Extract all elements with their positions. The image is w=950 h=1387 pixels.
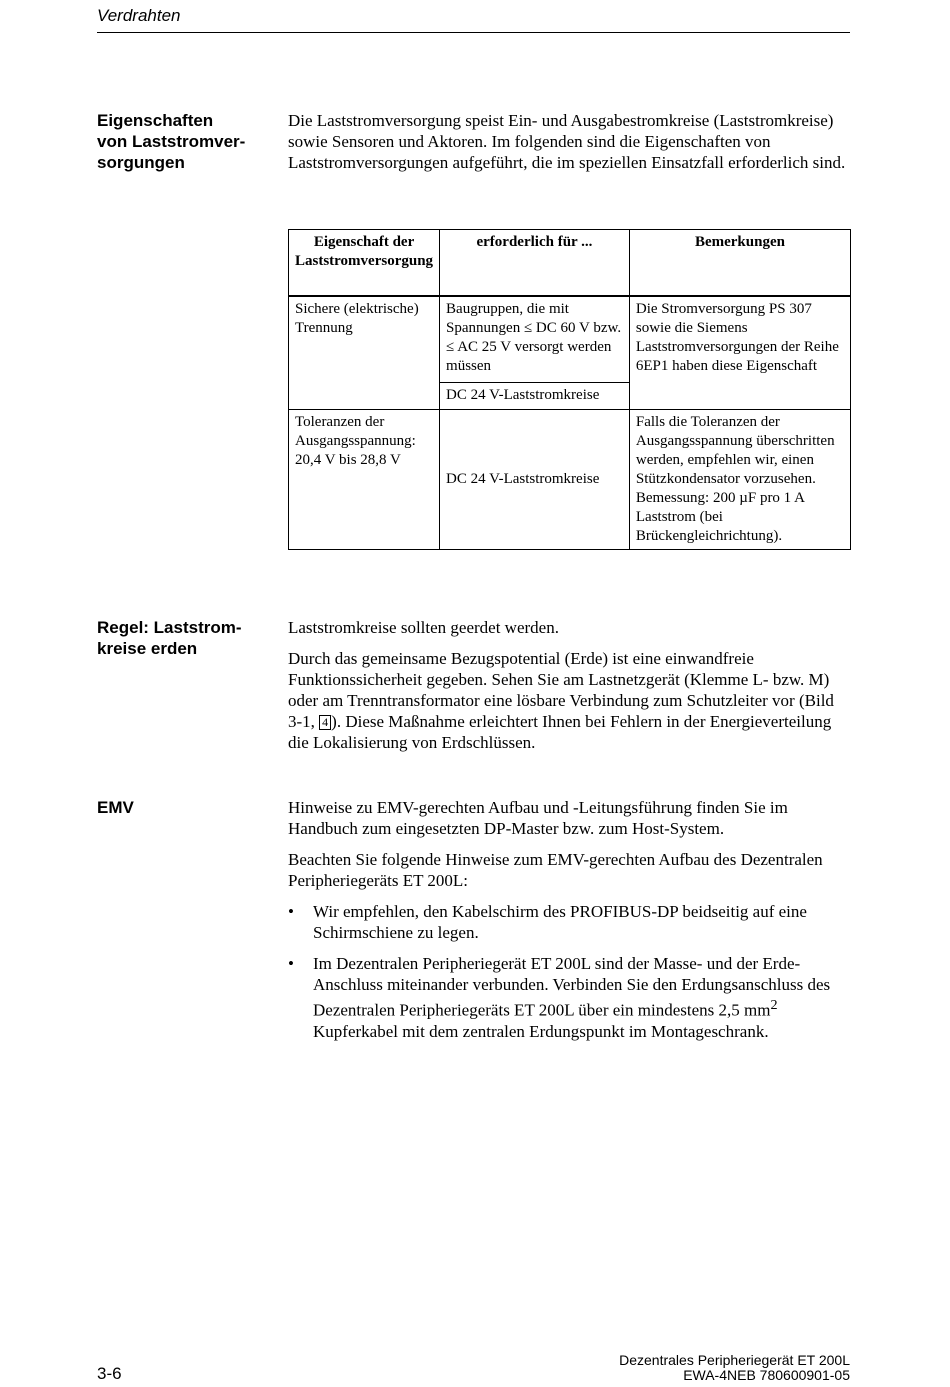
- bullet-icon: •: [288, 902, 294, 921]
- emv-bullet-list: [288, 901, 848, 1042]
- heading-line: Eigenschaften: [97, 111, 214, 130]
- footer-doc-id: EWA-4NEB 780600901-05: [683, 1367, 850, 1383]
- emv-paragraph: Beachten Sie folgende Hinweise zum EMV-gerechten Aufbau des Dezentralen Peripheriegeräts ET 200L:: [288, 850, 823, 890]
- table-row: [289, 410, 851, 550]
- column-header: Eigenschaft der Laststromversorgung: [289, 230, 440, 297]
- heading-line: kreise erden: [97, 639, 198, 658]
- table-cell: Die Stromversorgung PS 307 sowie die Siemens Laststromversorgungen der Reihe 6EP1 haben diese Eigenschaft: [629, 296, 850, 410]
- table-cell: DC 24 V-Laststromkreise: [440, 410, 630, 550]
- page-number: 3-6: [97, 1364, 122, 1383]
- list-item: • Im Dezentralen Peripheriegerät ET 200L sind der Masse- und der Erde-Anschluss miteinander verbunden. Verbinden Sie den Erdungsanschluss des Dezentralen Peripheriegeräts ET 200L über ein mindestens 2,5 $mm^2$ Kupferkabel mit dem zentralen Erdungspunkt im Montageschrank.: [288, 954, 831, 1041]
- list-item: • Wir empfehlen, den Kabelschirm des PROFIBUS-DP beidseitig auf eine Schirmschiene zu legen.: [288, 902, 807, 942]
- properties-table: [288, 229, 851, 550]
- table-cell: DC 24 V-Laststromkreise: [440, 383, 630, 410]
- table-cell: Falls die Toleranzen der Ausgangsspannung überschritten werden, empfehlen wir, einen Stützkondensator vorzusehen. Bemessung: 200 µF pro 1 A Laststrom (bei Brückengleichrichtung).: [629, 410, 850, 550]
- section-body-properties: [288, 110, 848, 173]
- header-title: Verdrahten: [97, 6, 181, 25]
- grounding-paragraph: Durch das gemeinsame Bezugspotential (Erde) ist eine einwandfreie Funktionssicherheit gegeben. Sehen Sie am Lastnetzgerät (Klemme L- bzw. M) oder am Trenntransformator eine lösbare Verbindung zum Schutzleiter vor (Bild 3-1, 4 ). Diese Maßnahme erleichtert Ihnen bei Fehlern in der Energieverteilung die Lokalisierung von Erdschlüssen.: [288, 649, 834, 752]
- emv-paragraph: Hinweise zu EMV-gerechten Aufbau und -Leitungsführung finden Sie im Handbuch zum eingesetzten DP-Master bzw. zum Host-System.: [288, 798, 788, 838]
- table-cell: Sichere (elektrische) Trennung: [289, 296, 440, 410]
- footer-doc-title: Dezentrales Peripheriegerät ET 200L: [619, 1352, 850, 1368]
- superscript: 2: [770, 997, 778, 1013]
- rule-statement: Laststromkreise sollten geerdet werden.: [288, 618, 559, 637]
- heading-line: von Laststromver-: [97, 132, 246, 151]
- table-cell: Toleranzen der Ausgangsspannung: 20,4 V bis 28,8 V: [289, 410, 440, 550]
- heading-line: EMV: [97, 798, 134, 817]
- section-body-rule: [288, 617, 848, 753]
- heading-line: sorgungen: [97, 153, 185, 172]
- section-body-emv: [288, 797, 848, 1052]
- column-header: Bemerkungen: [629, 230, 850, 297]
- table-header-row: [289, 230, 851, 297]
- intro-paragraph: Die Laststromversorgung speist Ein- und Ausgabestromkreise (Laststromkreise) sowie Sensoren und Aktoren. Im folgenden sind die Eigenschaften von Laststromversorgungen aufgeführt, die im speziellen Einsatzfall erforderlich sind.: [288, 111, 846, 172]
- figure-reference-box: 4: [319, 715, 331, 730]
- running-header: [97, 6, 850, 33]
- section-heading-properties: [97, 110, 267, 173]
- bullet-icon: •: [288, 954, 294, 973]
- table-row: [289, 296, 851, 383]
- table-cell: Baugruppen, die mit Spannungen ≤ DC 60 V bzw. ≤ AC 25 V versorgt werden müssen: [440, 296, 630, 383]
- column-header: erforderlich für ...: [440, 230, 630, 297]
- section-heading-rule: [97, 617, 267, 659]
- section-heading-emv: [97, 797, 267, 818]
- heading-line: Regel: Laststrom-: [97, 618, 242, 637]
- footer-doc-info: [619, 1353, 850, 1383]
